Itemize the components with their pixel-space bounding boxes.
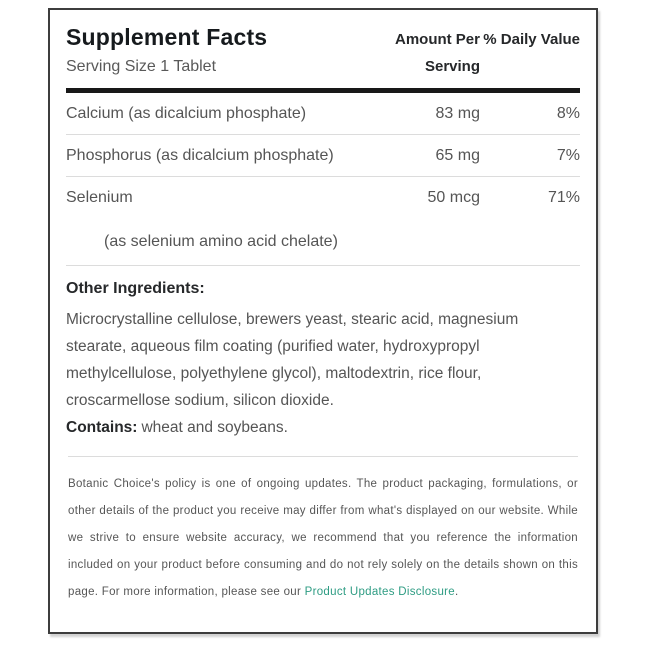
nutrient-daily-value: 71% — [547, 189, 580, 206]
contains-label: Contains: — [66, 419, 138, 436]
nutrient-amount: 83 mg — [435, 104, 480, 122]
nutrient-row-selenium — [66, 177, 580, 219]
nutrient-name: Phosphorus (as dicalcium phosphate) — [66, 146, 334, 164]
supplement-facts-title: Supplement Facts — [66, 24, 268, 50]
nutrient-amount: 50 mcg — [427, 189, 480, 206]
nutrient-row-phosphorus — [66, 135, 580, 177]
nutrient-name: Selenium — [66, 189, 133, 206]
contains-line — [66, 414, 580, 441]
nutrient-subname-selenium-chelate: (as selenium amino acid chelate) — [66, 219, 580, 266]
nutrient-daily-value: 8% — [556, 104, 580, 122]
other-ingredients-heading: Other Ingredients: — [66, 280, 205, 297]
supplement-facts-panel — [48, 8, 598, 634]
amount-per-serving-header: Amount Per Serving — [394, 31, 480, 75]
contains-text: wheat and soybeans. — [141, 419, 288, 436]
product-updates-disclosure-link[interactable]: Product Updates Disclosure — [304, 586, 455, 598]
nutrient-row-calcium — [66, 93, 580, 135]
nutrient-daily-value: 7% — [556, 146, 580, 164]
panel-header — [66, 22, 580, 80]
daily-value-header: % Daily Value — [483, 31, 580, 48]
disclaimer-text — [66, 471, 580, 606]
section-divider — [68, 456, 578, 457]
title-block — [66, 22, 370, 76]
other-ingredients-text: Microcrystalline cellulose, brewers yeast, stearic acid, magnesium stearate, aqueous film coating (purified water, hydroxypropyl methylcellulose, polyethylene glycol), maltodextrin, rice flour, croscarmellose sodium, silicon dioxide. — [66, 311, 519, 409]
disclaimer-period: . — [454, 586, 459, 598]
nutrient-name: Calcium (as dicalcium phosphate) — [66, 104, 307, 122]
nutrient-amount: 65 mg — [435, 146, 480, 164]
disclaimer-body: Botanic Choice's policy is one of ongoing updates. The product packaging, formulations, or other details of the product you receive may differ from what's displayed on our website. While we strive to ensure website accuracy, we recommend that you reference the information included on your product before consuming and do not rely solely on the details shown on this page. For more information, please see our — [68, 478, 578, 598]
serving-size: Serving Size 1 Tablet — [66, 58, 217, 75]
